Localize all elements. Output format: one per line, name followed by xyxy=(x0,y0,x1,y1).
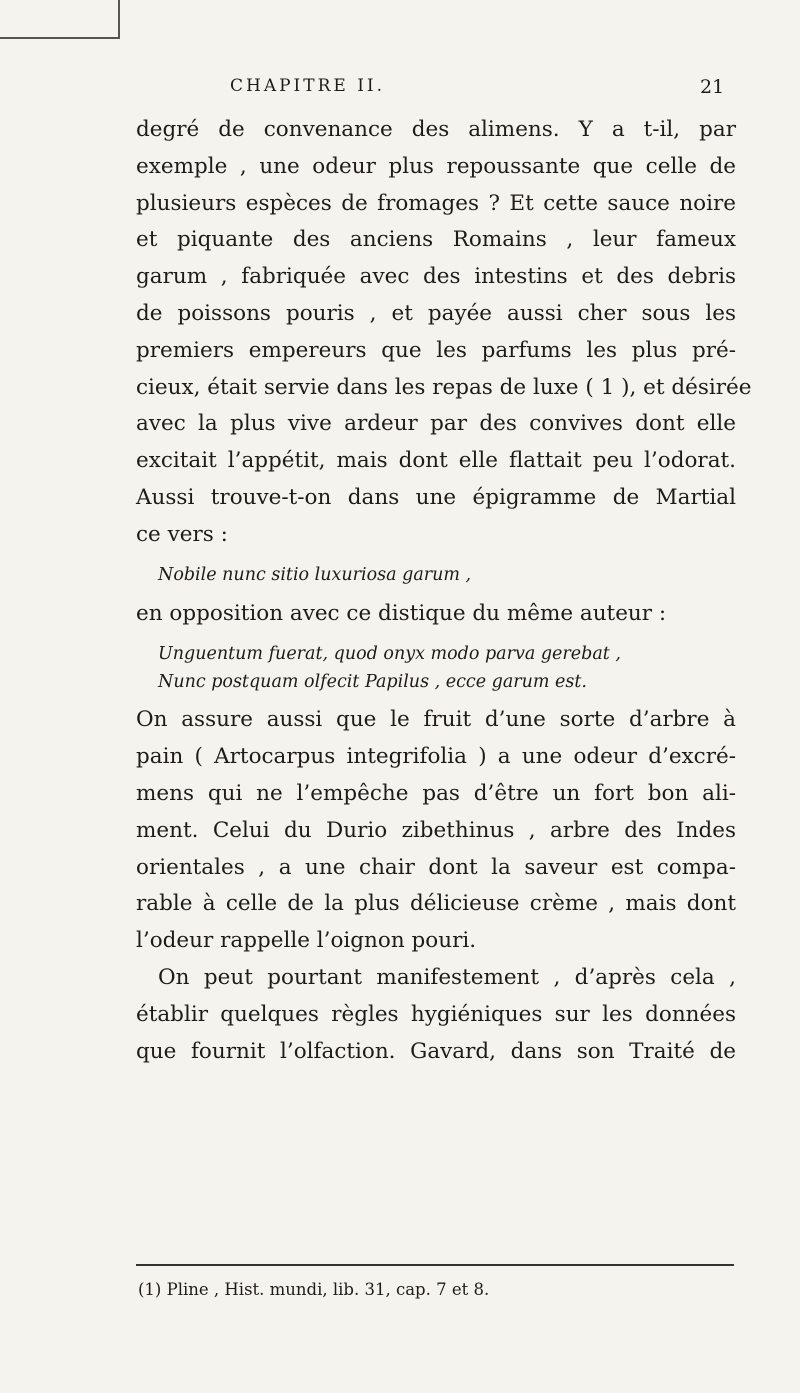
page-corner-line xyxy=(0,37,120,39)
paragraph xyxy=(136,702,736,960)
text-line: premiers empereurs que les parfums les plus pré- xyxy=(136,337,736,363)
verse-quote: Nobile nunc sitio luxuriosa garum , xyxy=(158,564,472,585)
text-line: On assure aussi que le fruit d’une sorte d’arbre à xyxy=(136,707,736,733)
text-line: plusieurs espèces de fromages ? Et cette sauce noire xyxy=(136,190,736,216)
text-line: garum , fabriquée avec des intestins et des debris xyxy=(136,264,736,290)
verse-line: Unguentum fuerat, quod onyx modo parva gerebat , xyxy=(158,644,621,665)
text-line: ce vers : xyxy=(136,521,228,547)
text-line: ment. Celui du Durio zibethinus , arbre des Indes xyxy=(136,817,736,843)
text-line: que fournit l’olfaction. Gavard, dans son Traité de xyxy=(136,1038,736,1064)
text-line: excitait l’appétit, mais dont elle flattait peu l’odorat. xyxy=(136,448,736,474)
text-line: rable à celle de la plus délicieuse crème , mais dont xyxy=(136,891,736,917)
text-line: de poissons pouris , et payée aussi cher sous les xyxy=(136,300,736,326)
body-text xyxy=(136,112,752,1070)
text-line: exemple , une odeur plus repoussante que celle de xyxy=(136,153,736,179)
page-corner-line xyxy=(118,0,120,38)
page-number: 21 xyxy=(700,76,725,98)
footnote: (1) Pline , Hist. mundi, lib. 31, cap. 7 et 8. xyxy=(138,1280,490,1299)
page-header xyxy=(0,76,800,106)
text-line: cieux, était servie dans les repas de luxe ( 1 ), et désirée xyxy=(136,374,752,400)
verse-quote xyxy=(136,640,736,696)
paragraph xyxy=(136,112,752,554)
footnote-rule xyxy=(136,1264,734,1266)
text-line: pain ( Artocarpus integrifolia ) a une odeur d’excré- xyxy=(136,744,736,770)
text-line: Aussi trouve-t-on dans une épigramme de Martial xyxy=(136,484,736,510)
text-line: On peut pourtant manifestement , d’après cela , xyxy=(158,964,736,990)
text-line: degré de convenance des alimens. Y a t-il, par xyxy=(136,117,736,142)
text-line: en opposition avec ce distique du même auteur : xyxy=(136,600,667,626)
text-line: établir quelques règles hygiéniques sur les données xyxy=(136,1001,736,1027)
text-line: orientales , a une chair dont la saveur est compa- xyxy=(136,854,736,880)
paragraph xyxy=(136,960,736,1070)
verse-line: Nunc postquam olfecit Papilus , ecce garum est. xyxy=(158,672,587,693)
text-line: et piquante des anciens Romains , leur fameux xyxy=(136,227,736,253)
text-line: l’odeur rappelle l’oignon pouri. xyxy=(136,928,477,954)
running-head: CHAPITRE II. xyxy=(230,76,386,96)
text-line: mens qui ne l’empêche pas d’être un fort bon ali- xyxy=(136,780,736,806)
text-line: avec la plus vive ardeur par des convives dont elle xyxy=(136,411,736,437)
